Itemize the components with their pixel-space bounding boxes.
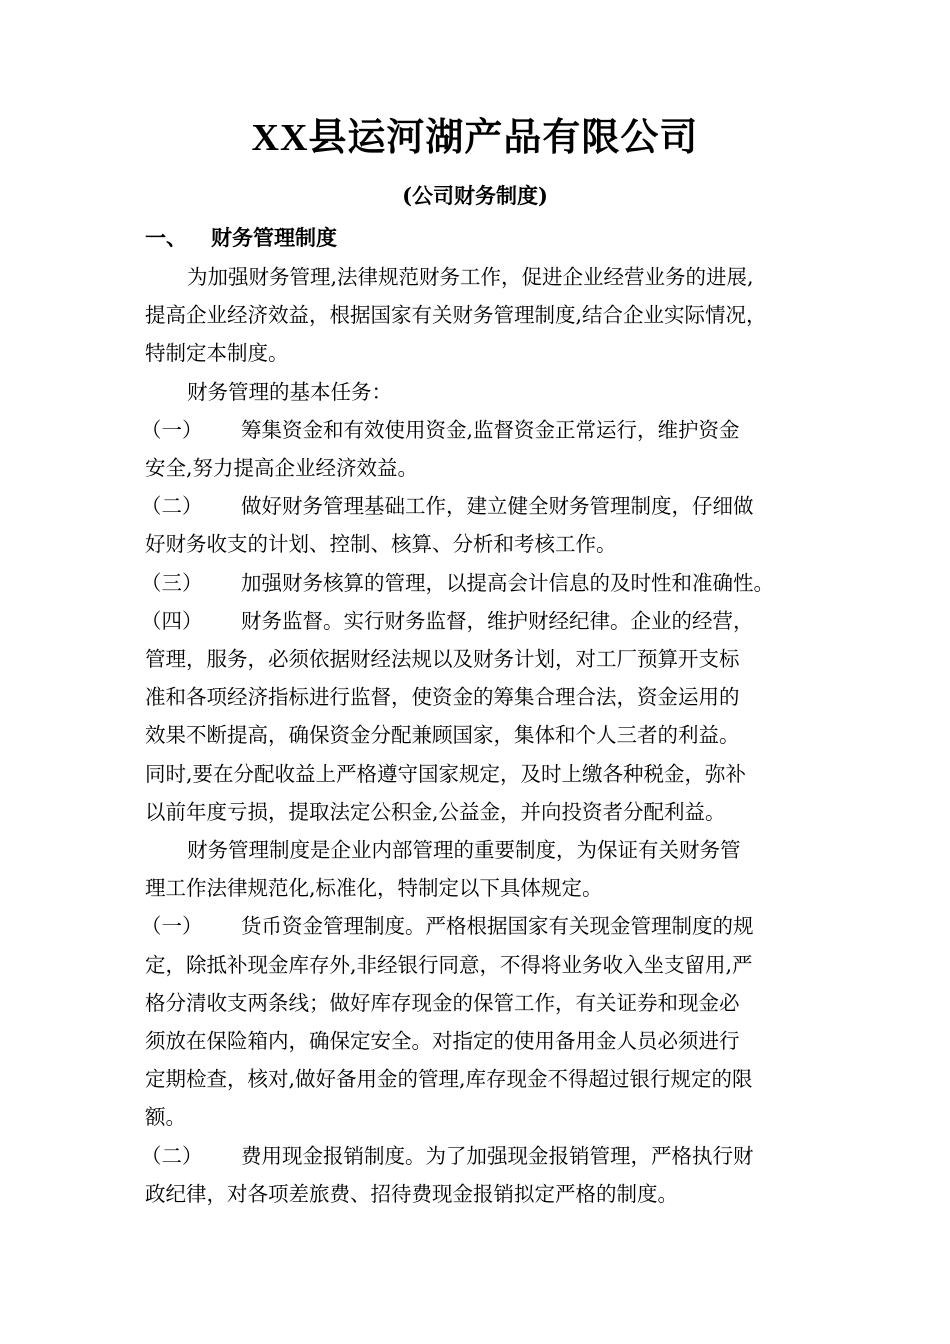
task-line: 安全,努力提高企业经济效益。 <box>145 456 419 481</box>
document-subtitle: (公司财务制度) <box>402 183 548 208</box>
rule-line: 须放在保险箱内，确保定安全。对指定的使用备用金人员必须进行 <box>145 1029 740 1054</box>
section-number: 一、 <box>145 225 187 250</box>
rules-intro-paragraph <box>145 831 815 907</box>
rule-item-2 <box>141 1137 815 1213</box>
rule-line: 格分清收支两条线；做好库存现金的保管工作，有关证券和现金必 <box>145 990 740 1015</box>
task-line: 好财务收支的计划、控制、核算、分析和考核工作。 <box>145 532 617 557</box>
rule-line: 定，除抵补现金库存外,非经银行同意，不得将业务收入坐支留用,严 <box>145 952 753 977</box>
section-heading <box>145 222 337 254</box>
rule-item-1 <box>141 907 815 1136</box>
task-line: 以前年度亏损，提取法定公积金,公益金，并向投资者分配利益。 <box>145 799 726 824</box>
rule-line: 定期检查，核对,做好备用金的管理,库存现金不得超过银行规定的限 <box>145 1067 753 1092</box>
document-body <box>141 258 815 1213</box>
task-line: 管理，服务，必须依据财经法规以及财务计划，对工厂预算开支标 <box>145 647 740 672</box>
task-line: 加强财务核算的管理，以提高会计信息的及时性和准确性。 <box>241 570 774 595</box>
task-marker: （四） <box>141 608 203 633</box>
tasks-intro-text: 财务管理的基本任务： <box>187 379 392 404</box>
task-line: 效果不断提高，确保资金分配兼顾国家，集体和个人三者的利益。 <box>145 723 740 748</box>
rules-intro-line: 财务管理制度是企业内部管理的重要制度，为保证有关财务管 <box>187 838 741 863</box>
task-line: 准和各项经济指标进行监督，使资金的筹集合理合法，资金运用的 <box>145 685 740 710</box>
task-item-4 <box>141 602 815 831</box>
intro-paragraph <box>145 258 815 373</box>
intro-line: 特制定本制度。 <box>145 341 289 366</box>
task-item-3 <box>141 564 815 602</box>
rule-line: 费用现金报销制度。为了加强现金报销管理，严格执行财 <box>241 1143 754 1168</box>
task-item-2 <box>141 487 815 563</box>
rule-marker: （二） <box>141 1143 203 1168</box>
task-line: 做好财务管理基础工作，建立健全财务管理制度，仔细做 <box>241 494 754 519</box>
task-line: 筹集资金和有效使用资金,监督资金正常运行，维护资金 <box>241 417 740 442</box>
task-marker: （三） <box>141 570 203 595</box>
task-marker: （二） <box>141 494 203 519</box>
task-marker: （一） <box>141 417 203 442</box>
rules-intro-line: 理工作法律规范化,标准化，特制定以下具体规定。 <box>145 876 603 901</box>
intro-line: 为加强财务管理,法律规范财务工作，促进企业经营业务的进展, <box>187 265 754 289</box>
tasks-intro <box>145 373 815 411</box>
rule-line: 政纪律，对各项差旅费、招待费现金报销拟定严格的制度。 <box>145 1181 678 1206</box>
rule-line: 货币资金管理制度。严格根据国家有关现金管理制度的规 <box>241 914 754 939</box>
document-title: XX县运河湖产品有限公司 <box>251 117 699 159</box>
rule-marker: （一） <box>141 914 203 939</box>
task-item-1 <box>141 411 815 487</box>
rule-line: 额。 <box>145 1105 186 1130</box>
section-title: 财务管理制度 <box>211 225 337 250</box>
intro-line: 提高企业经济效益，根据国家有关财务管理制度,结合企业实际情况， <box>145 303 767 328</box>
task-line: 财务监督。实行财务监督，维护财经纪律。企业的经营， <box>241 608 754 633</box>
task-line: 同时,要在分配收益上严格遵守国家规定，及时上缴各种税金，弥补 <box>145 761 747 786</box>
